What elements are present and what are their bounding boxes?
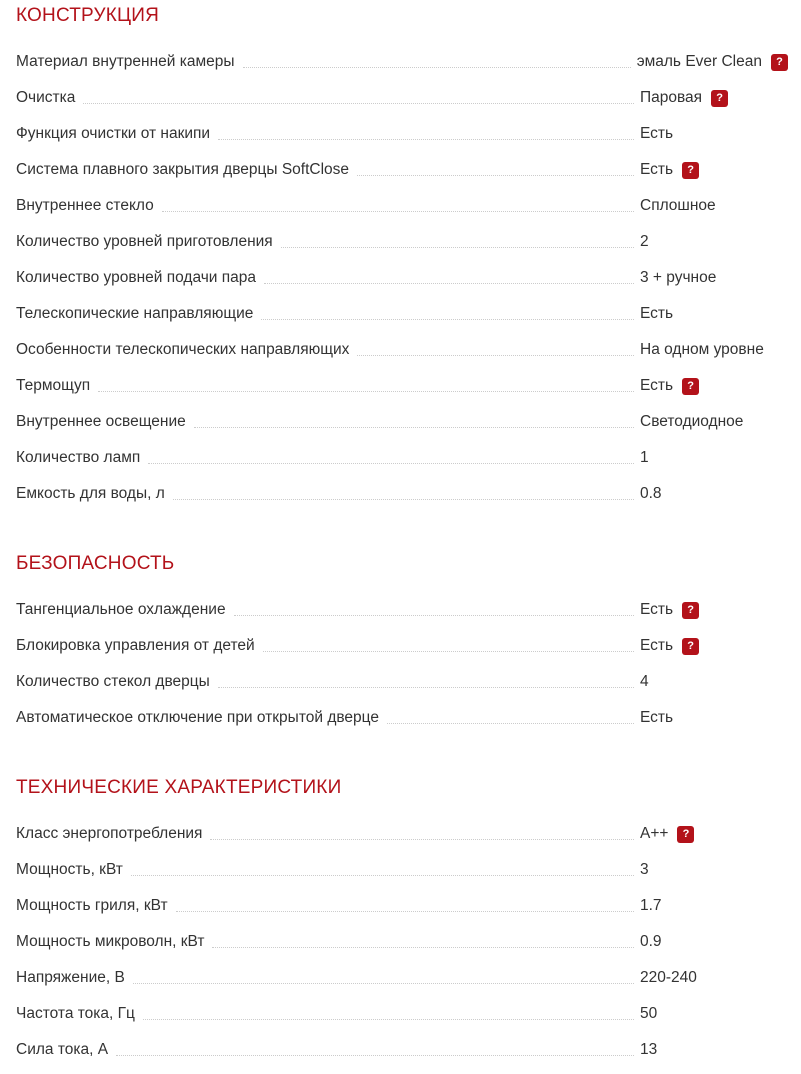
spec-label: Блокировка управления от детей <box>16 637 255 654</box>
help-icon[interactable] <box>682 638 699 655</box>
spec-label: Внутреннее стекло <box>16 197 154 214</box>
spec-value-cell <box>640 888 788 924</box>
spec-value-cell <box>640 368 788 404</box>
spec-row <box>16 996 788 1032</box>
spec-label: Тангенциальное охлаждение <box>16 601 226 618</box>
spec-sections <box>16 4 788 1068</box>
spec-value: Паровая <box>640 89 703 106</box>
spec-value-cell <box>640 476 788 512</box>
section-title: БЕЗОПАСНОСТЬ <box>16 553 175 574</box>
dotted-leader <box>243 67 631 68</box>
spec-row <box>16 332 788 368</box>
spec-row <box>16 664 788 700</box>
dotted-leader <box>218 139 634 140</box>
spec-row <box>16 440 788 476</box>
help-icon[interactable] <box>771 54 788 71</box>
spec-value-cell <box>640 332 788 368</box>
spec-value: 2 <box>640 233 649 250</box>
spec-row <box>16 296 788 332</box>
spec-row <box>16 152 788 188</box>
dotted-leader <box>210 839 634 840</box>
spec-row <box>16 960 788 996</box>
spec-value-cell <box>637 44 788 80</box>
spec-label: Количество уровней подачи пара <box>16 269 257 286</box>
spec-label: Очистка <box>16 89 76 106</box>
spec-value-cell <box>640 700 788 736</box>
spec-label: Материал внутренней камеры <box>16 53 235 70</box>
spec-label: Мощность, кВт <box>16 861 123 878</box>
dotted-leader <box>131 875 634 876</box>
spec-value: Есть <box>640 709 674 726</box>
dotted-leader <box>261 319 634 320</box>
spec-label: Особенности телескопических направляющих <box>16 341 350 358</box>
dotted-leader <box>357 175 634 176</box>
spec-row <box>16 260 788 296</box>
help-icon[interactable] <box>682 602 699 619</box>
spec-value-cell <box>640 116 788 152</box>
question-mark-glyph: ? <box>682 827 690 840</box>
spec-value: Есть <box>640 125 674 142</box>
spec-label: Класс энергопотребления <box>16 825 203 842</box>
spec-row <box>16 888 788 924</box>
spec-label: Напряжение, В <box>16 969 125 986</box>
dotted-leader <box>281 247 634 248</box>
dotted-leader <box>162 211 634 212</box>
spec-label: Автоматическое отключение при открытой дверце <box>16 709 380 726</box>
spec-value-cell <box>640 960 788 996</box>
spec-row <box>16 816 788 852</box>
question-mark-glyph: ? <box>776 55 783 68</box>
spec-value-cell <box>640 260 788 296</box>
spec-section <box>16 776 788 1068</box>
dotted-leader <box>357 355 634 356</box>
spec-row <box>16 628 788 664</box>
help-icon[interactable] <box>682 378 699 395</box>
spec-value-cell <box>640 592 788 628</box>
spec-value: Светодиодное <box>640 413 744 430</box>
spec-rows <box>16 592 788 736</box>
spec-value-cell <box>640 224 788 260</box>
dotted-leader <box>264 283 634 284</box>
spec-value-cell <box>640 296 788 332</box>
dotted-leader <box>173 499 634 500</box>
spec-value-cell <box>640 440 788 476</box>
spec-section <box>16 552 788 736</box>
spec-value-cell <box>640 996 788 1032</box>
dotted-leader <box>234 615 634 616</box>
dotted-leader <box>176 911 634 912</box>
spec-value-cell <box>640 80 788 116</box>
spec-row <box>16 592 788 628</box>
spec-label: Количество уровней приготовления <box>16 233 273 250</box>
spec-value: 220-240 <box>640 969 697 986</box>
spec-value-cell <box>640 628 788 664</box>
dotted-leader <box>116 1055 634 1056</box>
dotted-leader <box>83 103 634 104</box>
spec-label: Система плавного закрытия дверцы SoftClose <box>16 161 350 178</box>
spec-value: A++ <box>640 825 669 842</box>
spec-label: Мощность гриля, кВт <box>16 897 168 914</box>
spec-value: Есть <box>640 305 674 322</box>
spec-value: 4 <box>640 673 649 690</box>
spec-row <box>16 224 788 260</box>
dotted-leader <box>218 687 634 688</box>
spec-label: Количество стекол дверцы <box>16 673 210 690</box>
spec-rows <box>16 44 788 512</box>
spec-value: 50 <box>640 1005 658 1022</box>
spec-value-cell <box>640 152 788 188</box>
spec-value: Есть <box>640 377 674 394</box>
spec-value: 0.8 <box>640 485 662 502</box>
dotted-leader <box>133 983 634 984</box>
spec-value: 3 <box>640 861 649 878</box>
help-icon[interactable] <box>711 90 728 107</box>
spec-value: На одном уровне <box>640 341 764 358</box>
spec-value: эмаль Ever Clean <box>636 53 762 70</box>
question-mark-glyph: ? <box>687 639 694 652</box>
spec-value: Есть <box>640 637 674 654</box>
dotted-leader <box>212 947 634 948</box>
spec-value-cell <box>640 188 788 224</box>
section-title: КОНСТРУКЦИЯ <box>16 5 160 26</box>
spec-value: 1 <box>640 449 649 466</box>
spec-row <box>16 368 788 404</box>
dotted-leader <box>148 463 634 464</box>
dotted-leader <box>194 427 634 428</box>
dotted-leader <box>263 651 634 652</box>
spec-row <box>16 700 788 736</box>
spec-value-cell <box>640 664 788 700</box>
dotted-leader <box>387 723 634 724</box>
spec-row <box>16 188 788 224</box>
spec-value: Есть <box>640 601 674 618</box>
spec-value: 3 + ручное <box>640 269 717 286</box>
spec-label: Функция очистки от накипи <box>16 125 211 142</box>
spec-value: Сплошное <box>640 197 716 214</box>
spec-value: 13 <box>640 1041 658 1058</box>
dotted-leader <box>98 391 634 392</box>
spec-value-cell <box>640 404 788 440</box>
question-mark-glyph: ? <box>687 379 694 392</box>
question-mark-glyph: ? <box>687 163 694 176</box>
spec-section <box>16 4 788 512</box>
spec-label: Телескопические направляющие <box>16 305 254 322</box>
dotted-leader <box>143 1019 634 1020</box>
spec-row <box>16 80 788 116</box>
spec-value-cell <box>640 816 788 852</box>
spec-label: Емкость для воды, л <box>16 485 165 502</box>
spec-row <box>16 116 788 152</box>
help-icon[interactable] <box>682 162 699 179</box>
spec-value: Есть <box>640 161 674 178</box>
spec-row <box>16 852 788 888</box>
help-icon[interactable] <box>677 826 694 843</box>
spec-row <box>16 404 788 440</box>
spec-row <box>16 924 788 960</box>
spec-label: Количество ламп <box>16 449 141 466</box>
spec-value-cell <box>640 852 788 888</box>
spec-row <box>16 44 788 80</box>
spec-row <box>16 1032 788 1068</box>
spec-label: Частота тока, Гц <box>16 1005 135 1022</box>
spec-value-cell <box>640 1032 788 1068</box>
question-mark-glyph: ? <box>716 91 723 104</box>
spec-label: Термощуп <box>16 377 91 394</box>
spec-row <box>16 476 788 512</box>
spec-value: 1.7 <box>640 897 662 914</box>
spec-value-cell <box>640 924 788 960</box>
section-title: ТЕХНИЧЕСКИЕ ХАРАКТЕРИСТИКИ <box>16 777 342 798</box>
spec-label: Сила тока, А <box>16 1041 109 1058</box>
spec-label: Внутреннее освещение <box>16 413 186 430</box>
spec-label: Мощность микроволн, кВт <box>16 933 205 950</box>
spec-value: 0.9 <box>640 933 662 950</box>
question-mark-glyph: ? <box>687 603 694 616</box>
spec-rows <box>16 816 788 1068</box>
